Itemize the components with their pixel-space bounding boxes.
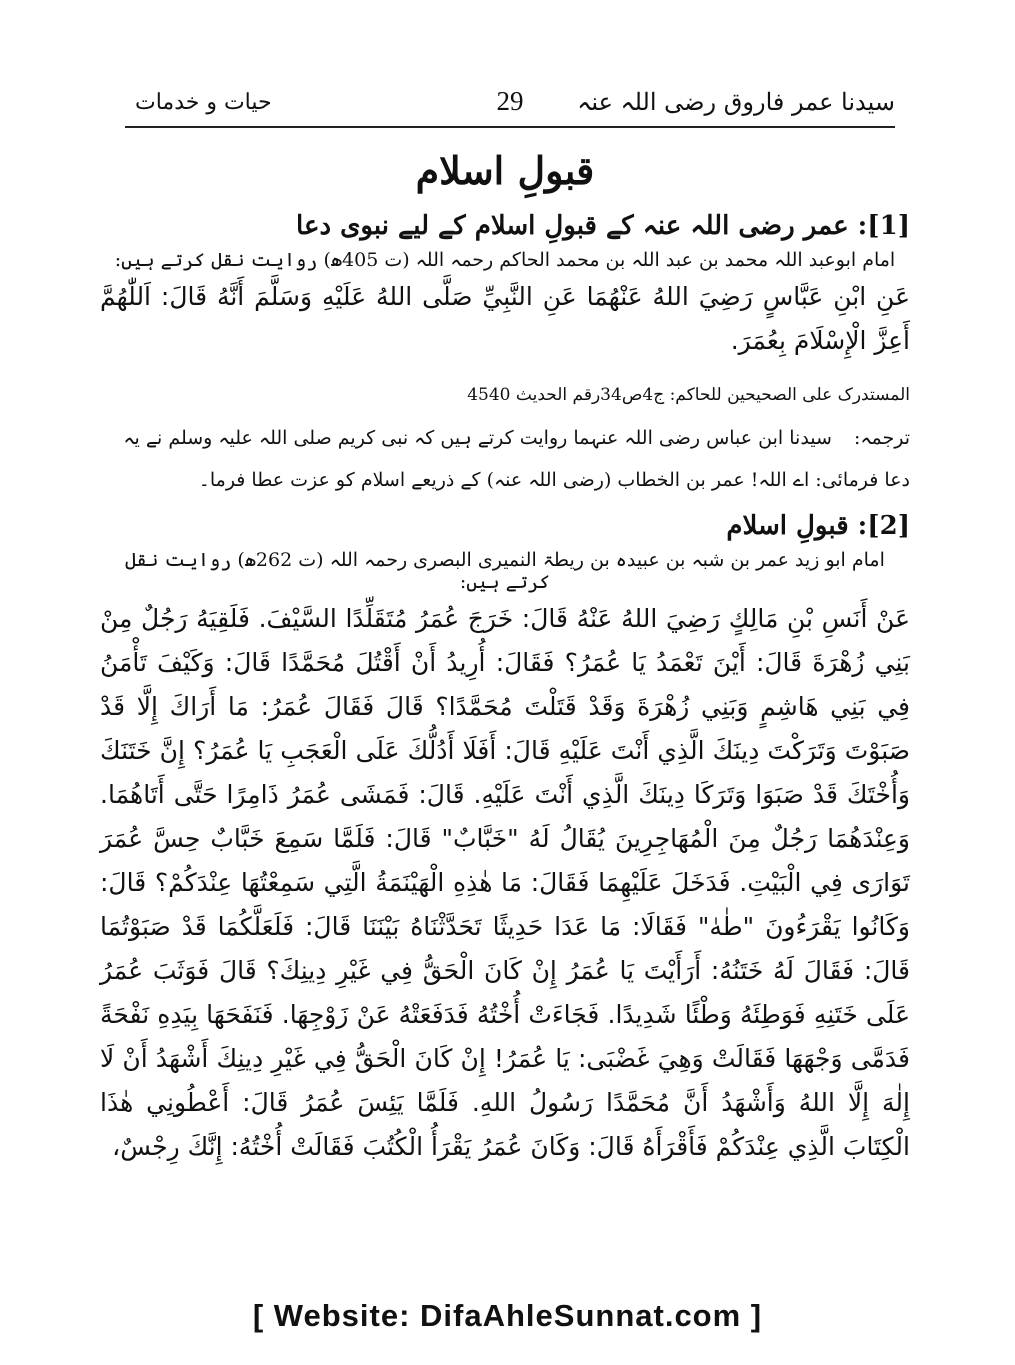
section-1-intro: امام ابوعبد اللہ محمد بن عبد اللہ بن محمد الحاکم رحمہ اللہ (ت 405ھ) روایت نقل کرتے ہیں: bbox=[114, 249, 896, 271]
website-footer: [ Website: DifaAhleSunnat.com ] bbox=[252, 1298, 763, 1333]
book-title-header: سیدنا عمر فاروق رضی اللہ عنہ bbox=[577, 88, 895, 116]
section-2-arabic-text: عَنْ أَنَسِ بْنِ مَالِكٍ رَضِيَ اللهُ عَنْهُ قَالَ: خَرَجَ عُمَرُ مُتَقَلِّدًا السَّيْفَ. فَلَقِيَهُ رَجُلٌ مِنْ بَنِي زُهْرَةَ قَالَ: أَيْنَ تَعْمَدُ يَا عُمَرُ؟ فَقَالَ: أُرِيدُ أَنْ أَقْتُلَ مُحَمَّدًا قَالَ: وَكَيْفَ تَأْمَنُ فِي بَنِي هَاشِمٍ وَبَنِي زُهْرَةَ وَقَدْ قَتَلْتَ مُحَمَّدًا؟ قَالَ فَقَالَ عُمَرُ: مَا أَرَاكَ إِلَّا قَدْ صَبَوْتَ وَتَرَكْتَ دِينَكَ الَّذِي أَنْتَ عَلَيْهِ قَالَ: أَفَلَا أَدُلُّكَ عَلَى الْعَجَبِ يَا عُمَرُ؟ إِنَّ خَتَنَكَ وَأُخْتَكَ قَدْ صَبَوَا وَتَرَكَا دِينَكَ الَّذِي أَنْتَ عَلَيْهِ. قَالَ: فَمَشَى عُمَرُ ذَامِرًا حَتَّى أَتَاهُمَا. وَعِنْدَهُمَا رَجُلٌ مِنَ الْمُهَاجِرِينَ يُقَالُ لَهُ "خَبَّابٌ" قَالَ: فَلَمَّا سَمِعَ خَبَّابٌ حِسَّ عُمَرَ تَوَارَى فِي الْبَيْتِ. فَدَخَلَ عَلَيْهِمَا فَقَالَ: مَا هٰذِهِ الْهَيْنَمَةُ الَّتِي سَمِعْتُهَا عِنْدَكُمْ؟ قَالَ: وَكَانُوا يَقْرَءُونَ "طٰهٰ" فَقَالَا: مَا عَدَا حَدِيثًا تَحَدَّثْنَاهُ بَيْنَنَا قَالَ: فَلَعَلَّكُمَا قَدْ صَبَوْتُمَا قَالَ: فَقَالَ لَهُ خَتَنُهُ: أَرَأَيْتَ يَا عُمَرُ إِنْ كَانَ الْحَقُّ فِي غَيْرِ دِينِكَ؟ قَالَ فَوَثَبَ عُمَرُ عَلَى خَتَنِهِ فَوَطِئَهُ وَطْئًا شَدِيدًا. فَجَاءَتْ أُخْتُهُ فَدَفَعَتْهُ عَنْ زَوْجِهَا. فَنَفَحَهَا بِيَدِهِ نَفْحَةً فَدَمَّى وَجْهَهَا فَقَالَتْ وَهِيَ غَضْبَى: يَا عُمَرُ! إِنْ كَانَ الْحَقُّ فِي غَيْرِ دِينِكَ أَشْهَدُ أَنْ لَا إِلٰهَ إِلَّا اللهُ وَأَشْهَدُ أَنَّ مُحَمَّدًا رَسُولُ اللهِ. فَلَمَّا يَئِسَ عُمَرُ قَالَ: أَعْطُونِي هٰذَا الْكِتَابَ الَّذِي عِنْدَكُمْ فَأَقْرَأَهُ قَالَ: وَكَانَ عُمَرُ يَقْرَأُ الْكُتُبَ فَقَالَتْ أُخْتُهُ: إِنَّكَ رِجْسٌ، bbox=[100, 604, 910, 1161]
page-number: 29 bbox=[496, 86, 524, 116]
section-1-translation bbox=[100, 417, 910, 501]
section-2-intro: امام ابو زید عمر بن شبہ بن عبیدہ بن ریطۃ النمیری البصری رحمہ اللہ (ت 262ھ) روایت نقل کرتے ہیں: bbox=[125, 549, 885, 593]
page-header bbox=[125, 82, 895, 128]
section-1-reference: المستدرک علی الصحیحین للحاکم: ج4ص34رقم الحدیث 4540 bbox=[467, 385, 910, 405]
section-2-heading: [2]: قبولِ اسلام bbox=[726, 511, 910, 541]
section-header: حیات و خدمات bbox=[135, 90, 272, 115]
translation-text: سیدنا ابن عباس رضی اللہ عنہما روایت کرتے ہیں کہ نبی کریم صلی اللہ علیہ وسلم نے یہ دعا فرمائی: اے اللہ! عمر بن الخطاب (رضی اللہ عنہ) کے ذریعے اسلام کو عزت عطا فرما۔ bbox=[123, 427, 910, 491]
section-1-arabic-text: عَنِ ابْنِ عَبَّاسٍ رَضِيَ اللهُ عَنْهُمَا عَنِ النَّبِيِّ صَلَّى اللهُ عَلَيْهِ وَسَلَّمَ أَنَّهُ قَالَ: اَللّٰهُمَّ أَعِزَّ الْإِسْلَامَ بِعُمَرَ. bbox=[100, 282, 910, 355]
page-body bbox=[100, 140, 910, 1169]
translation-label: ترجمہ: bbox=[853, 427, 910, 449]
section-1-heading: [1]: عمر رضی اللہ عنہ کے قبولِ اسلام کے لیے نبوی دعا bbox=[296, 211, 910, 241]
chapter-title: قبولِ اسلام bbox=[415, 148, 595, 193]
